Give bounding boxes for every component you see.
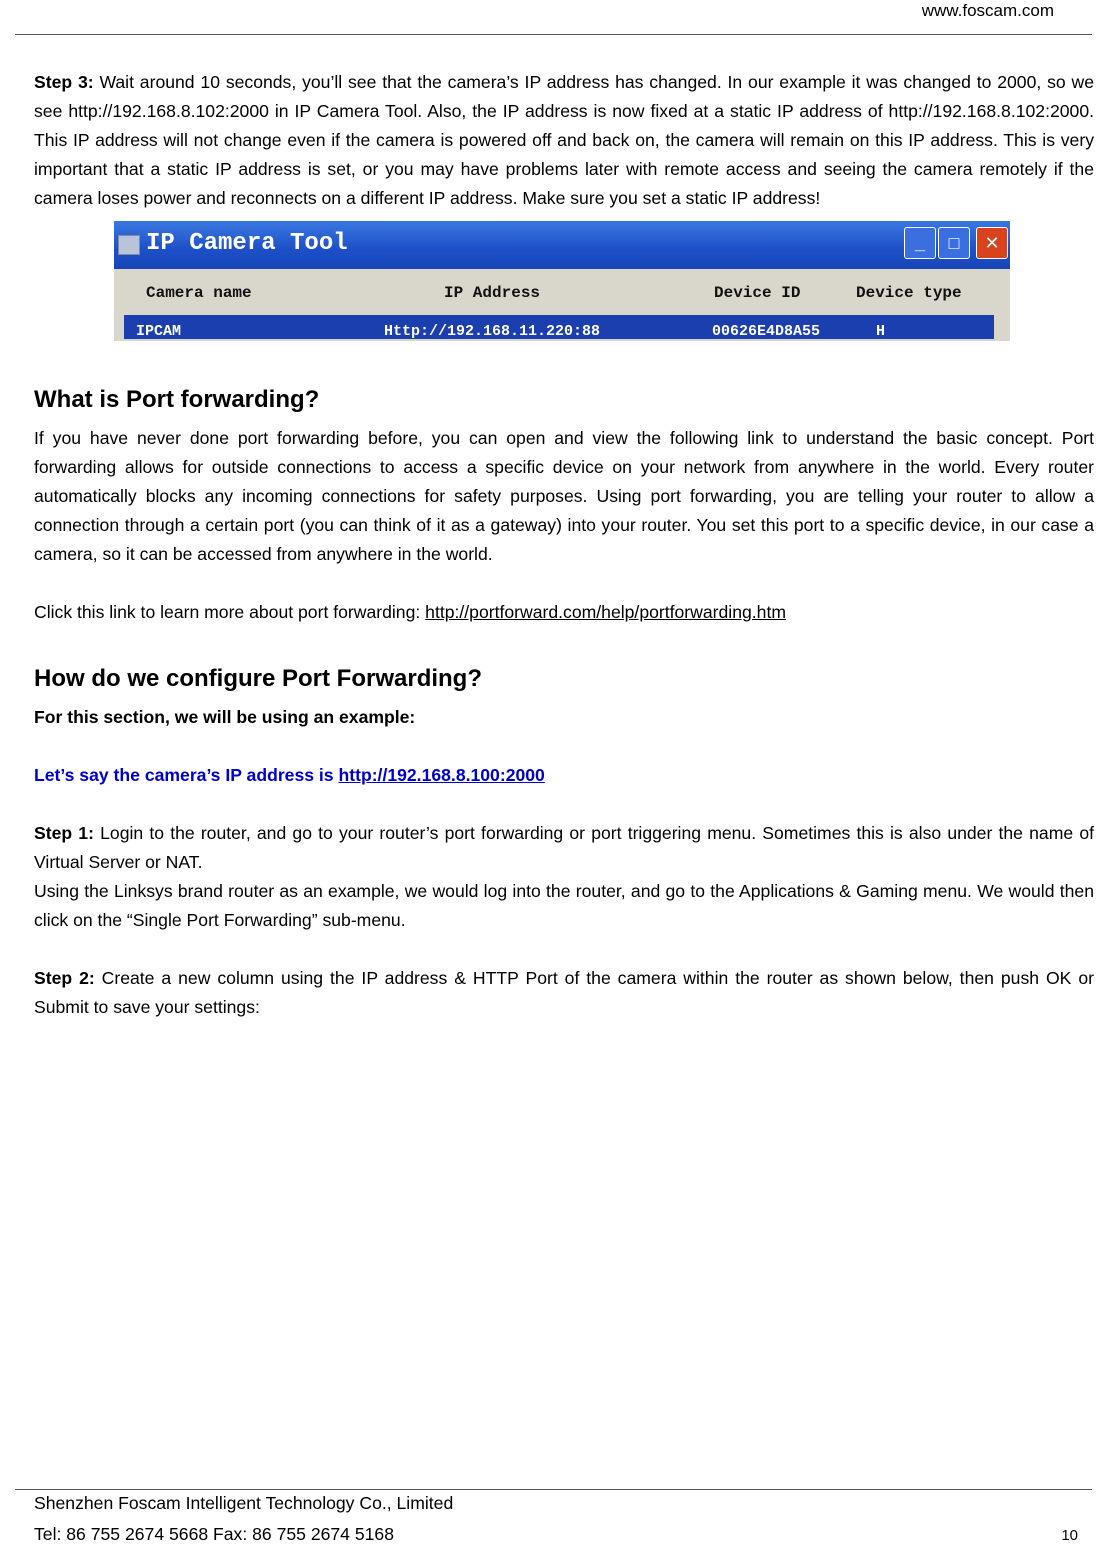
step1-paragraph <box>34 819 1094 877</box>
link-intro: Click this link to learn more about port forwarding: <box>34 602 426 622</box>
ip-camera-tool-screenshot <box>114 221 1010 341</box>
ip-tool-titlebar <box>114 221 1010 269</box>
app-icon <box>118 235 140 255</box>
col-device-type[interactable]: Device type <box>856 284 962 302</box>
row-device-id: 00626E4D8A55 <box>712 323 821 340</box>
step2-text: Create a new column using the IP address & HTTP Port of the camera within the router as shown below, then push OK or Submit to save your settings: <box>34 968 1094 1017</box>
col-ip-address[interactable]: IP Address <box>444 284 541 302</box>
example-ip-paragraph <box>34 761 1094 790</box>
footer-contact: Tel: 86 755 2674 5668 Fax: 86 755 2674 5168 <box>34 1524 394 1544</box>
port-forwarding-paragraph: If you have never done port forwarding before, you can open and view the following link to understand the basic concept. Port forwarding allows for outside connections to access a specific device on your network from anywhere in the world. Every router automatically blocks any incoming connections for safety purposes. Using port forwarding, you are telling your router to allow a connection through a certain port (you can think of it as a gateway) into your router. You set this port to a specific device, in our case a camera, so it can be accessed from anywhere in the world. <box>34 428 1094 564</box>
row-device-type: H <box>876 323 886 340</box>
close-icon[interactable]: ✕ <box>976 227 1008 259</box>
example-subheading: For this section, we will be using an example: <box>34 707 416 727</box>
footer-rule <box>15 1489 1092 1490</box>
row-camera-name: IPCAM <box>136 323 182 340</box>
step1-text: Login to the router, and go to your router’s port forwarding or port triggering menu. Sometimes this is also under the name of Virtual Server or NAT. <box>34 823 1094 872</box>
step3-paragraph <box>34 68 1094 213</box>
minimize-icon[interactable]: _ <box>904 227 936 259</box>
link-paragraph <box>34 598 1094 627</box>
footer-company: Shenzhen Foscam Intelligent Technology Co., Limited <box>34 1493 454 1513</box>
page-content <box>34 68 1094 1022</box>
step2-paragraph <box>34 964 1094 1022</box>
row-ip-address: Http://192.168.11.220:88 <box>384 323 601 340</box>
step3-label: Step 3: <box>34 72 94 92</box>
ip-tool-title: IP Camera Tool <box>146 230 348 257</box>
example-intro: Let’s say the camera’s IP address is <box>34 765 339 785</box>
portforward-link[interactable]: http://portforward.com/help/portforwarding.htm <box>425 602 786 622</box>
section-heading-port-forwarding: What is Port forwarding? <box>34 386 320 413</box>
col-camera-name[interactable]: Camera name <box>146 284 252 302</box>
table-row[interactable] <box>124 315 994 339</box>
step2-label: Step 2: <box>34 968 95 988</box>
ip-tool-column-headers <box>114 269 1010 309</box>
section-heading-configure: How do we configure Port Forwarding? <box>34 665 482 692</box>
header-url: www.foscam.com <box>921 1 1054 20</box>
col-device-id[interactable]: Device ID <box>714 284 801 302</box>
step3-text: Wait around 10 seconds, you’ll see that the camera’s IP address has changed. In our example it was changed to 2000, so we see http://192.168.8.102:2000 in IP Camera Tool. Also, the IP address is now fixed at a static IP address of http://192.168.8.102:2000. This IP address will not change even if the camera is powered off and back on, the camera will remain on this IP address. This is very important that a static IP address is set, or you may have problems later with remote access and seeing the camera remotely if the camera loses power and reconnects on a different IP address. Make sure you set a static IP address! <box>34 72 1094 208</box>
step1-label: Step 1: <box>34 823 94 843</box>
step1-paragraph-2: Using the Linksys brand router as an example, we would log into the router, and go to the Applications & Gaming menu. We would then click on the “Single Port Forwarding” sub-menu. <box>34 881 1094 930</box>
example-ip-link[interactable]: http://192.168.8.100:2000 <box>338 765 545 785</box>
header-rule <box>15 34 1092 35</box>
page-number: 10 <box>1061 1527 1078 1544</box>
maximize-icon[interactable]: □ <box>938 227 970 259</box>
